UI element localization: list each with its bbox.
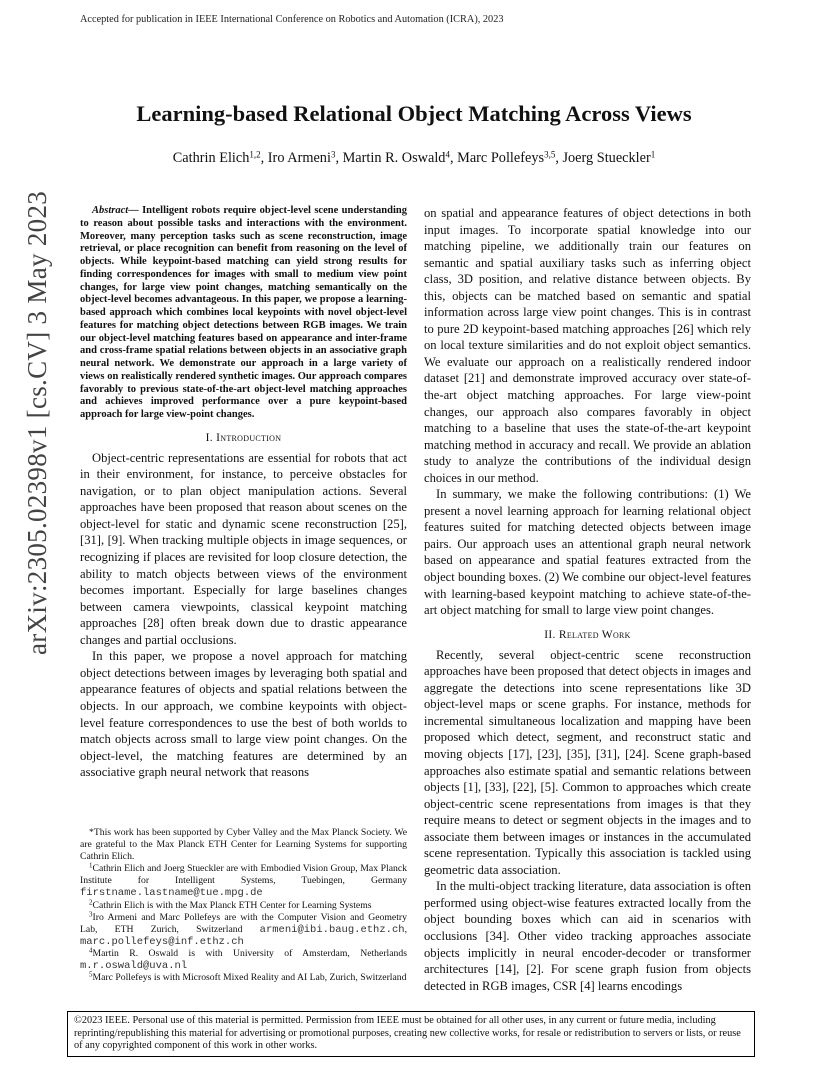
arxiv-identifier: arXiv:2305.02398v1 [cs.CV] 3 May 2023: [22, 190, 52, 655]
section-heading-related-work: II. Related Work: [544, 628, 631, 641]
author: Iro Armeni$^3$,: [267, 149, 343, 166]
author: Marc Pollefeys$^{3,5}$,: [457, 149, 563, 166]
paragraph: on spatial and appearance features of object detections in both input images. To incorporate spatial knowledge into our matching pipeline, we additionally train our features on semantic and spatial auxiliary tasks such as inferring object class, 3D position, and relative distance between objects. By this, objects can be matched based on semantic and spatial information across large view point changes. This is in contrast to pure 2D keypoint-based matching approaches [26] which rely on local texture similarities and do not exploit object semantics. We evaluate our approach on a realistically rendered indoor dataset [21] and demonstrate improved accuracy over state-of-the-art object matching approaches. For large view-point changes, our approach also compares favorably in object matching to a baseline that uses the state-of-the-art keypoint matching method in accuracy and recall. We provide an ablation study to analyze the contributions of the individual design choices in our method.: [424, 206, 751, 485]
author: Joerg Stueckler$^1$: [562, 149, 656, 166]
footnote-5: $^5$Marc Pollefeys is with Microsoft Mixed Reality and AI Lab, Zurich, Switzerland: [89, 970, 407, 984]
footnote-2: $^2$Cathrin Elich is with the Max Planck ETH Center for Learning Systems: [89, 898, 372, 911]
paper-title: Learning-based Relational Object Matching Across Views: [136, 101, 692, 126]
footnote-1: $^1$Cathrin Elich and Joerg Stueckler are with Embodied Vision Group, Max Planck Institute for Intelligent Systems, Tuebingen, Germany firstname.lastname@tue.mpg.de: [80, 861, 407, 900]
footnote-3: $^3$Iro Armeni and Marc Pollefeys are with the Computer Vision and Geometry Lab, ETH Zurich, Switzerland armeni@ibi.baug.ethz.ch, marc.pollefeys@inf.ethz.ch: [80, 910, 407, 948]
footnote-4: $^4$Martin R. Oswald is with University of Amsterdam, Netherlands m.r.oswald@uva.nl: [80, 946, 407, 973]
author: Martin R. Oswald$^4$,: [342, 149, 458, 166]
footnotes: [80, 827, 407, 984]
abstract: [80, 205, 407, 422]
paragraph: Recently, several object-centric scene reconstruction approaches have been proposed that detect objects in images and aggregate the detections into scene representations like 3D object-level maps or scene graphs. For instance, methods for incremental simultaneous localization and mapping have been proposed which detect, segment, and reconstruct static and moving objects [17], [23], [35], [31], [24]. Scene graph-based approaches also estimate spatial and semantic relations between objects [1], [33], [22], [5]. Common to approaches which create object-centric scene representations from images is that they require means to detect or segment objects in the images and to associate them between images or instances in the accumulated scene representation. Typically this association is tackled using geometric data association.: [424, 647, 751, 877]
paragraph: Object-centric representations are essential for robots that act in their environment, for instance, to perceive obstacles for navigation, or to plan object manipulation actions. Several approaches have been proposed that reason about scenes on the object-level for static and dynamic scene reconstruction [25], [31], [9]. When tracking multiple objects in image sequences, or recognizing if places are revisited for loop closure detection, the ability to match objects between views of the environment becomes important. Especially for large baselines changes between camera viewpoints, classical keypoint matching approaches [28] often break down due to drastic appearance changes and partial occlusions.: [80, 450, 407, 647]
paragraph: In this paper, we propose a novel approach for matching object detections between images by leveraging both spatial and appearance features of objects and spatial relations between the objects. In our approach, we combine keypoints with object-level feature correspondences to use the best of both worlds to match objects across small to large view point changes. On the object-level, the matching features are determined by an associative graph neural network that reasons: [80, 649, 407, 780]
author: Cathrin Elich$^{1,2}$,: [172, 149, 268, 166]
footnote-funding: *This work has been supported by Cyber Valley and the Max Planck Society. We are grateful to the Max Planck ETH Center for Learning Systems for supporting Cathrin Elich.: [80, 827, 407, 863]
copyright-notice: ©2023 IEEE. Personal use of this material is permitted. Permission from IEEE must be obtained for all other uses, in any current or future media, including reprinting/republishing this material for advertising or promotional purposes, creating new collective works, for resale or redistribution to servers or lists, or reuse of any copyrighted component of this work in other works.: [67, 1011, 755, 1057]
left-column: [80, 205, 407, 781]
abstract-text: — Intelligent robots require object-level scene understanding to reason about possible tasks and interactions with the environment. Moreover, many perception tasks such as scene reconstruction, image retrieval, or place recognition can benefit from reasoning on the level of objects. While keypoint-based matching can yield strong results for finding correspondences for images with small to medium view point changes, for large view point changes, matching semantically on the object-level becomes advantageous. In this paper, we propose a learning-based approach which combines local keypoints with novel object-level features for matching object detections between RGB images. We train our object-level matching features based on appearance and inter-frame and cross-frame spatial relations between objects in an associative graph neural network. We demonstrate our approach in a large variety of views on realistically rendered synthetic images. Our approach compares favorably to previous state-of-the-art object-level matching approaches and achieves improved performance over a pure keypoint-based approach for large view-point changes.: [80, 205, 407, 420]
publication-note: Accepted for publication in IEEE International Conference on Robotics and Automation (ICRA), 2023: [80, 14, 504, 25]
abstract-label: Abstract: [92, 205, 129, 216]
right-column: [424, 205, 751, 994]
section-heading-introduction: I. Introduction: [205, 431, 282, 444]
author-list: [60, 148, 768, 168]
paragraph: In the multi-object tracking literature, data association is often performed using object-wise features extracted locally from the object bounding boxes which can aid in scenarios with occlusions [34]. Other video tracking approaches associate objects implicitly in neural encoder-decoder or transformer architectures [14], [2]. For scene graph fusion from objects detected in RGB images, CSR [4] learns encodings: [424, 879, 751, 993]
paragraph: In summary, we make the following contributions: (1) We present a novel learning approach for learning relational object features suited for matching detected objects between image pairs. Our approach uses an attentional graph neural network based on appearance and spatial features extracted from the object bounding boxes. (2) We combine our object-level features with learning-based keypoint matching to achieve state-of-the-art object matching for small to large view point changes.: [424, 487, 751, 618]
